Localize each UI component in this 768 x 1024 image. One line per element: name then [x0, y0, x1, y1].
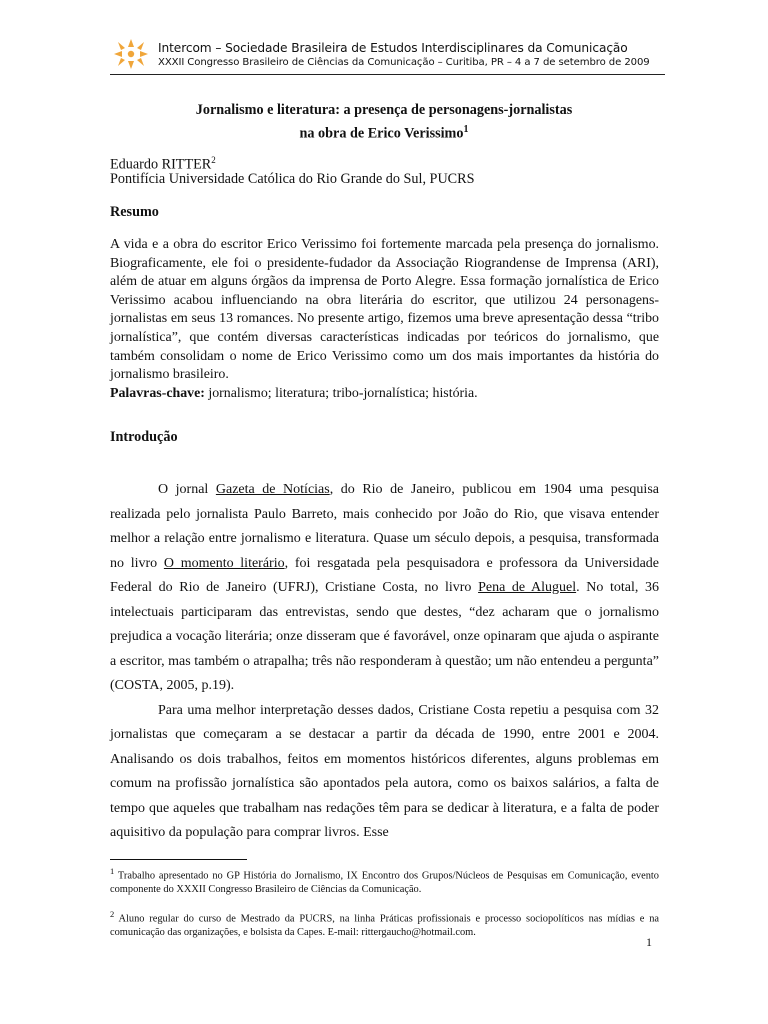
author-footnote-mark: 2	[211, 155, 216, 165]
intercom-logo-icon	[110, 36, 152, 72]
abstract-text: A vida e a obra do escritor Erico Verissimo foi fortemente marcada pela presença do jornalismo. Biograficamente, ele foi o presidente-fudador da Associação Riograndense de Imprensa (ARI), além de atuar em alguns órgãos da imprensa de Porto Alegre. Essa formação jornalística de Erico Verissimo acabou influenciando na obra literária do escritor, que utilizou 24 personagens-jornalistas em seus 13 romances. No presente artigo, fizemos uma breve apresentação dessa “tribo jornalística”, que contém diversas características indicadas por teóricos do jornalismo, que também consolidam o nome de Erico Verissimo como um dos mais importantes da história do jornalismo brasileiro.	[110, 237, 659, 383]
paragraph-2: Para uma melhor interpretação desses dados, Cristiane Costa repetiu a pesquisa com 32 jornalistas que começaram a se destacar a partir da década de 1990, entre 2001 e 2004. Analisando os dois trabalhos, feitos em momentos históricos diferentes, alguns problemas em comum na profissão jornalística são apontados pela autora, como os baixos salários, a falta de tempo que aqueles que trabalham nas redações têm para se dedicar à literatura, e a falta de poder aquisitivo da população para comprar livros. Esse	[110, 702, 659, 840]
abstract-heading: Resumo	[110, 204, 159, 220]
introduction-heading: Introdução	[110, 429, 178, 445]
header-congress: XXXII Congresso Brasileiro de Ciências da Comunicação – Curitiba, PR – 4 a 7 de setembro de 2009	[158, 57, 650, 68]
affiliation: Pontifícia Universidade Católica do Rio Grande do Sul, PUCRS	[110, 171, 475, 187]
footnote-1	[110, 864, 659, 897]
paragraph-1-text: , do Rio de Janeiro, publicou em 1904 uma pesquisa realizada pelo jornalista Paulo Barreto, mais conhecido por João do Rio, que visava entender melhor a relação entre jornalismo e literatura. Quase um século depois, a pesquisa, transformada no livro	[110, 482, 659, 571]
title-line-2: na obra de Erico Verissimo	[299, 125, 464, 142]
book-title-pena: Pena de Aluguel	[478, 580, 577, 595]
footnote-2-mark: 2	[110, 909, 115, 919]
keywords-text: jornalismo; literatura; tribo-jornalística; história.	[204, 386, 478, 401]
paper-title	[110, 100, 658, 144]
footnote-1-text: Trabalho apresentado no GP História do Jornalismo, IX Encontro dos Grupos/Núcleos de Pesquisas em Comunicação, evento componente do XXXII Congresso Brasileiro de Ciências da Comunicação.	[110, 870, 659, 896]
paragraph-1	[110, 478, 659, 699]
author-name: Eduardo RITTER	[110, 156, 212, 173]
book-title-gazeta: Gazeta de Notícias	[215, 482, 330, 497]
header-divider	[110, 74, 665, 75]
introduction-body	[110, 478, 659, 846]
footnote-2-text: Aluno regular do curso de Mestrado da PUCRS, na linha Práticas profissionais e processo sociopolíticos nas mídias e na comunicação das organizações, e bolsista da Capes. E-mail: rittergaucho@hotmail.com.	[110, 913, 659, 939]
header-organization: Intercom – Sociedade Brasileira de Estudos Interdisciplinares da Comunicação	[158, 41, 628, 55]
footnote-1-mark: 1	[110, 866, 115, 876]
paragraph-1-text: . No total, 36 intelectuais participaram das entrevistas, sendo que destes, “dez acharam que o jornalismo prejudica a vocação literária; onze disseram que é favorável, onze opinaram que ajuda o aspirante a escritor, mas também o atrapalha; três não responderam à questão; um não entendeu a pergunta” (COSTA, 2005, p.19).	[110, 580, 660, 693]
paragraph-1-text: , foi resgatada pela pesquisadora e professora da Universidade Federal do Rio de Janeiro (UFRJ), Cristiane Costa, no livro	[110, 555, 659, 595]
title-line-1: Jornalismo e literatura: a presença de personagens-jornalistas	[195, 102, 573, 118]
keywords-label: Palavras-chave:	[110, 386, 205, 401]
footnote-2	[110, 907, 659, 940]
book-title-momento: O momento literário	[163, 555, 285, 571]
page-number: 1	[646, 935, 652, 949]
title-footnote-mark: 1	[463, 124, 469, 135]
footnote-divider	[110, 859, 247, 860]
paragraph-1-text: O jornal	[158, 482, 216, 497]
keywords	[110, 386, 478, 402]
